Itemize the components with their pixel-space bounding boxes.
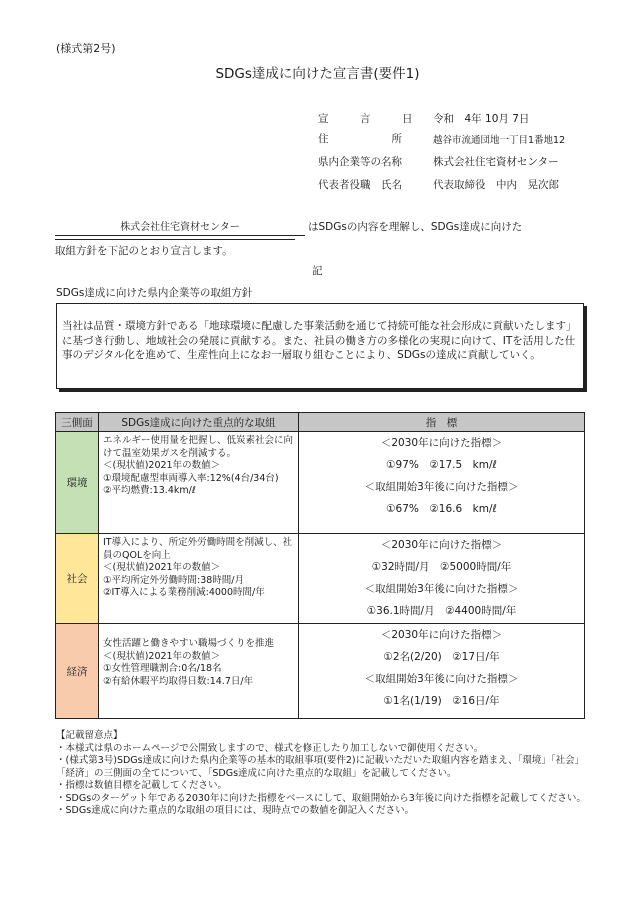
- table-row: [56, 432, 585, 534]
- current-value: ②平均燃費:13.4km/ℓ: [103, 485, 196, 496]
- note-item: ・SDGs達成に向けた重点的な取組の項目には、現時点での数値を御記入ください。: [56, 805, 415, 816]
- indicator-2030-values: ①97% ②17.5 km/ℓ: [386, 459, 497, 471]
- indicator-cell: [299, 534, 585, 624]
- address-value: 越谷市流通団地一丁目1番地12: [433, 135, 566, 146]
- company-value: 株式会社住宅資材センター: [433, 156, 559, 168]
- table-row: [56, 624, 585, 719]
- company-label: 県内企業等の名称: [318, 156, 402, 168]
- note-item: ・本様式は県のホームページで公開致しますので、様式を修正したり加工しないで御使用ください。: [56, 742, 484, 754]
- aspect-environment: 環境: [56, 432, 99, 534]
- date-value: 令和 4年 10月 7日: [433, 113, 530, 125]
- ki-heading: 記: [312, 265, 323, 277]
- note-item: ・(様式第3号)SDGs達成に向けた県内企業等の基本的取組事項(要件2)に記載いただいた取組内容を踏まえ、「環境」「社会」「経済」の三側面の全てについて、「SDGs達成に向けた重点的な取組」を記載してください。: [56, 755, 585, 779]
- effort-cell: [99, 432, 299, 534]
- current-value-heading: ＜(現状値)2021年の数値＞: [103, 650, 221, 662]
- declaration-line-1: はSDGsの内容を理解し、SDGs達成に向けた: [308, 221, 523, 233]
- representative-value: 代表取締役 中内 晃次郎: [433, 179, 559, 191]
- indicator-cell: [299, 432, 585, 534]
- indicator-3yr-values: ①36.1時間/月 ②4400時間/年: [366, 605, 517, 617]
- policy-label: SDGs達成に向けた県内企業等の取組方針: [56, 287, 253, 299]
- date-label: 宣 言 日: [318, 113, 413, 125]
- current-value: ①女性管理職割合:0名/18名: [103, 663, 222, 674]
- current-value: ①環境配慮型車両導入率:12%(4台/34台): [103, 472, 279, 484]
- indicator-2030-values: ①2名(2/20) ②17日/年: [383, 651, 500, 663]
- current-value: ②IT導入による業務削減:4000時間/年: [103, 587, 265, 598]
- declaration-line-2: 取組方針を下記のとおり宣言します。: [55, 239, 295, 258]
- header-aspect: 三側面: [56, 413, 99, 432]
- table-row: [56, 534, 585, 624]
- note-item: ・SDGsのターゲット年である2030年に向けた指標をベースにして、取組開始から3年後に向けた指標を記載してください。: [56, 792, 586, 804]
- indicator-3yr-values: ①67% ②16.6 km/ℓ: [386, 503, 497, 515]
- indicator-2030-heading: ＜2030年に向けた指標＞: [380, 629, 503, 641]
- indicator-cell: [299, 624, 585, 719]
- header-effort: SDGs達成に向けた重点的な取組: [99, 413, 299, 432]
- current-value: ②有給休暇平均取得日数:14.7日/年: [103, 675, 254, 687]
- indicator-2030-heading: ＜2030年に向けた指標＞: [380, 437, 503, 449]
- effort-text: エネルギー使用量を把握し、低炭素社会に向けて温室効果ガスを削減する。: [103, 435, 294, 459]
- aspect-economy: 経済: [56, 624, 99, 719]
- page-title: SDGs達成に向けた宣言書(要件1): [215, 66, 420, 82]
- aspect-society: 社会: [56, 534, 99, 624]
- effort-cell: [99, 534, 299, 624]
- policy-box: [56, 303, 584, 389]
- indicator-3yr-values: ①1名(1/19) ②16日/年: [383, 695, 500, 707]
- indicator-3yr-heading: ＜取組開始3年後に向けた指標＞: [364, 481, 519, 493]
- effort-text: IT導入により、所定外労働時間を削減し、社員のQOLを向上: [103, 537, 293, 561]
- current-value-heading: ＜(現状値)2021年の数値＞: [103, 562, 221, 573]
- effort-cell: [99, 624, 299, 719]
- header-indicator: 指 標: [299, 413, 585, 432]
- declaring-company: 株式会社住宅資材センター: [55, 218, 305, 236]
- representative-label: 代表者役職 氏名: [318, 179, 402, 191]
- table-header: [56, 413, 585, 432]
- indicator-2030-values: ①32時間/月 ②5000時間/年: [371, 561, 512, 573]
- note-item: ・指標は数値目標を記載してください。: [56, 780, 228, 791]
- current-value: ①平均所定外労働時間:38時間/月: [103, 574, 245, 586]
- indicator-3yr-heading: ＜取組開始3年後に向けた指標＞: [364, 673, 519, 685]
- indicator-2030-heading: ＜2030年に向けた指標＞: [380, 539, 503, 551]
- current-value-heading: ＜(現状値)2021年の数値＞: [103, 460, 221, 471]
- sdgs-table: [55, 412, 585, 719]
- notes-heading: 【記載留意点】: [56, 730, 123, 741]
- policy-text: 当社は品質・環境方針である「地球環境に配慮した事業活動を通じて持続可能な社会形成に貢献いたします」に基づき行動し、地域社会の発展に貢献する。また、社員の働き方の多様化の実現に向けて、ITを活用した仕事のデジタル化を進めて、生産性向上になお一層取り組むことにより、SDGsの達成に貢献していく。: [62, 320, 577, 362]
- indicator-3yr-heading: ＜取組開始3年後に向けた指標＞: [364, 583, 519, 595]
- address-label: 住 所: [318, 133, 402, 145]
- effort-text: 女性活躍と働きやすい職場づくりを推進: [103, 638, 275, 649]
- form-number: (様式第2号): [56, 42, 116, 55]
- notes-section: [56, 730, 586, 818]
